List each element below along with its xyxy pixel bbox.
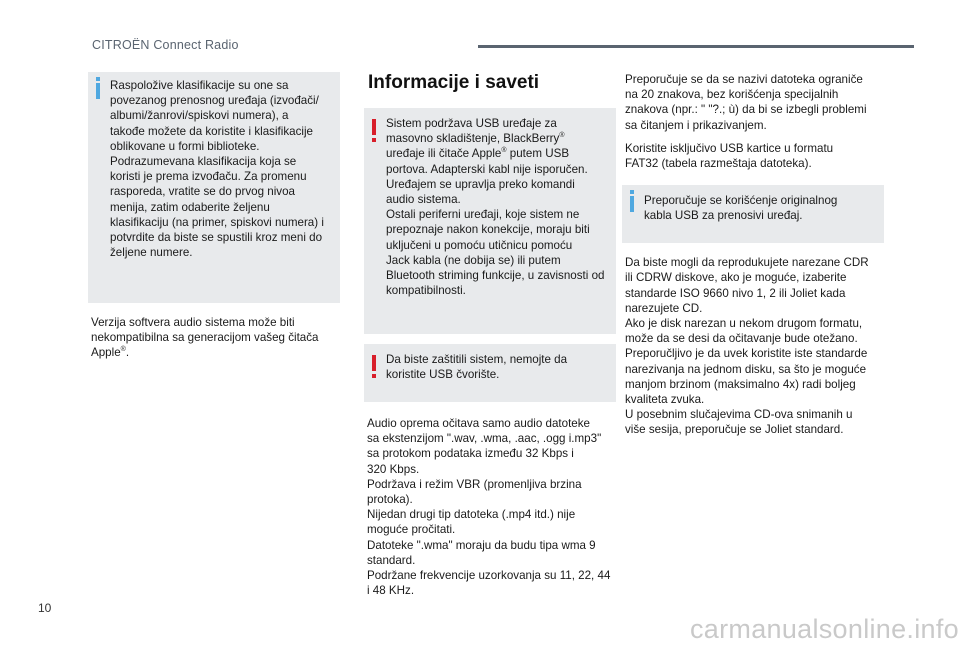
warning-icon <box>372 119 376 135</box>
info-note-text: Raspoložive klasifikacije su one sa povezanog prenosnog uređaja (izvođači/ albumi/žanrovi/spiskovi numera), a takođe možete da koristite i klasifikacije oblikovane u formi biblioteke. Podrazumevana klasifikacija koja se koristi je prema izvođaču. Za promenu rasporeda, vratite se do prvog nivoa menija, zatim odaberite željenu klasifikaciju (na primer, spiskovi numera) i potvrdite da biste se spustili kroz meni do željene numere. <box>110 79 324 260</box>
registered-mark: ® <box>501 147 507 155</box>
column-middle <box>364 72 616 598</box>
warning-note-hub <box>364 344 616 402</box>
compatibility-text-main: Verzija softvera audio sistema može biti nekompatibilna sa generacijom vašeg čitača Apple <box>91 316 319 360</box>
cd-advice-text: Da biste mogli da reprodukujete narezane CDR ili CDRW diskove, ako je moguće, izaberite standarde ISO 9660 nivo 1, 2 ili Joliet kada narezujete CD. Ako je disk narezan u nekom drugom formatu, može da se desi da očitavanje bude otežano. Preporučljivo je da uvek koristite iste standarde narezivanja na jednom disku, sa što je moguće manjom brzinom (maksimalno 4x) radi boljeg kvaliteta zvuka. U posebnim slučajevima CD-ova snimanih u više sesija, preporučuje se Joliet standard. <box>625 256 869 437</box>
compatibility-text-end: . <box>125 346 130 360</box>
warning-note-usb <box>364 108 616 334</box>
page-number: 10 <box>38 601 52 615</box>
column-right <box>622 72 884 438</box>
registered-mark: ® <box>559 132 565 140</box>
warning-note-hub-text: Da biste zaštitili sistem, nemojte da koristite USB čvorište. <box>386 353 568 382</box>
info-icon <box>630 196 634 212</box>
warning-text-part-2: uređaje ili čitače Apple <box>386 147 502 161</box>
audio-formats-text: Audio oprema očitava samo audio datoteke sa ekstenzijom ".wav, .wma, .aac, .ogg i.mp3" sa protokom podataka između 32 Kbps i 320 Kbps. Podržava i režim VBR (promenljiva brzina protoka). Nijedan drugi tip datoteka (.mp4 itd.) nije moguće pročitati. Datoteke ".wma" moraju da budu tipa wma 9 standard. Podržane frekvencije uzorkovanja su 11, 22, 44 i 48 KHz. <box>367 417 611 598</box>
section-heading: Informacije i saveti <box>368 72 540 93</box>
header-divider <box>478 45 914 48</box>
info-note-cable-text: Preporučuje se korišćenje originalnog kabla USB za prenosivi uređaj. <box>644 194 838 223</box>
fat32-advice-text: Koristite isključivo USB kartice u formatu FAT32 (tabela razmeštaja datoteka). <box>625 141 834 171</box>
info-note-cable <box>622 185 884 243</box>
compatibility-text <box>88 315 340 361</box>
warning-icon <box>372 355 376 371</box>
page-header-title: CITROËN Connect Radio <box>92 38 239 52</box>
warning-note-usb-text <box>386 116 608 298</box>
warning-text-part-3: putem USB portova. Adapterski kabl nije isporučen. Uređajem se upravlja preko komandi audio sistema. Ostali periferni uređaji, koje sistem ne prepoznaje nakon konekcije, moraju biti uključeni u pomoću utičnicu pomoću Jack kabla (ne dobija se) ili putem Bluetooth striming funkcije, u zavisnosti od kompatibilnosti. <box>386 147 605 298</box>
info-icon <box>96 83 100 99</box>
filename-advice-text: Preporučuje se da se nazivi datoteka ograniče na 20 znakova, bez korišćenja specijalnih znakova (npr.: " "?.; ù) da bi se izbegli problemi sa čitanjem i prikazivanjem. <box>625 73 867 132</box>
warning-text-part-1: Sistem podržava USB uređaje za masovno skladištenje, BlackBerry <box>386 117 560 146</box>
info-note <box>88 72 340 303</box>
registered-mark: ® <box>120 346 126 354</box>
column-left <box>88 72 340 361</box>
watermark: carmanualsonline.info <box>690 614 959 644</box>
